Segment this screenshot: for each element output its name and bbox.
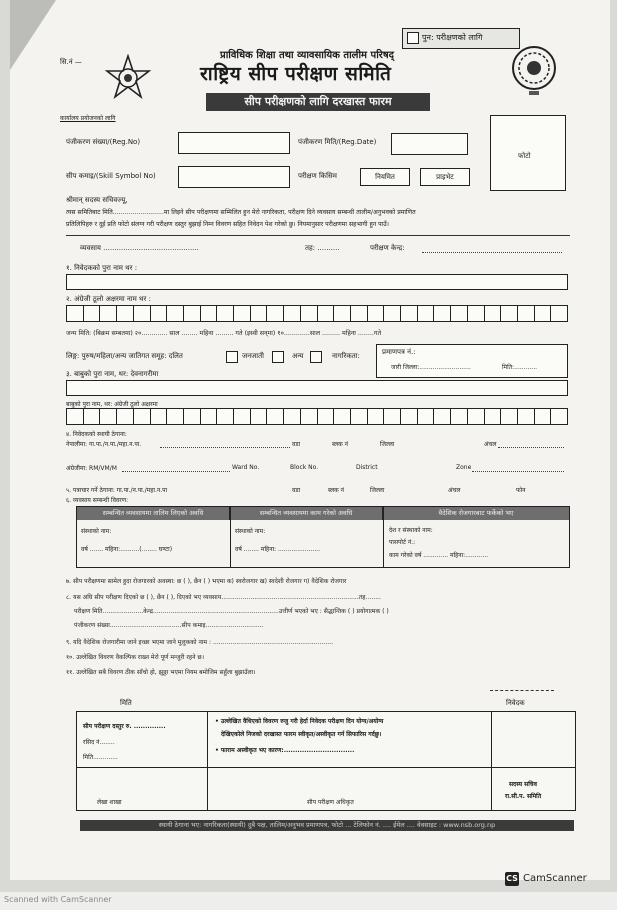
employment-question: ७. सीप परीक्षणमा सामेल हुदा रोजगारको अवस्था: छ ( ), छैन ( ) भएमा क) स्वरोजगार ख) स्वदेशी रोजगार ग) वैदेशिक रोजगार — [66, 578, 347, 585]
reg-date-label: पंजीकरण मिति/(Reg.Date) — [298, 138, 377, 146]
form-title-banner: सीप परीक्षणको लागि दरखास्त फारम — [206, 93, 430, 111]
camscanner-logo: CS — [505, 872, 519, 886]
zone-line — [498, 447, 564, 448]
father-name-label: ३. बाबुको पुरा नाम, थर: देवनागरीमा — [66, 370, 159, 378]
accounts-section-label: लेखा शाखा — [97, 799, 122, 806]
form-page — [10, 0, 610, 880]
exam-fee-label: सीप परीक्षण दस्तुर रु. .............. — [83, 723, 166, 730]
photo-box[interactable] — [490, 115, 566, 191]
member-secretary-label: सदस्य सचिव — [509, 781, 537, 788]
column-divider — [383, 507, 384, 567]
verification-line-2: देखिएकोले निजको दरखास्त फारम स्वीकृत/अस्वीकृत गर्न सिफारिस गर्दछु। — [221, 731, 382, 738]
address-english-line — [122, 471, 230, 472]
father-name-english-cells[interactable] — [66, 408, 568, 425]
previous-exam-details: परीक्षण मिति.....................केन्द्र.................................................................उत्तीर्ण भएको भए : सैद्धान्तिक ( ) प्रयोगात्मक ( ) — [74, 608, 389, 615]
center-line — [422, 252, 562, 253]
level-label: तह: .......... — [305, 244, 340, 252]
occupation-label: व्यवसाय ........................................... — [80, 244, 199, 252]
office-use-label: कार्यालय प्रयोजनको लागि — [60, 115, 116, 122]
skill-symbol-label: सीप कमाइ/(Skill Symbol No) — [66, 172, 156, 180]
center-label: परीक्षण केन्द्र: — [370, 244, 405, 252]
column-divider — [230, 507, 231, 567]
ward-en-label: Ward No. — [232, 464, 260, 471]
verification-line-1: • उल्लेखित वैधिएको विवरण रुजु गरी हेर्दा निवेदक परीक्षण दिन योग्य/अयोग्य — [215, 718, 384, 725]
office-date-label: मिति............. — [83, 754, 118, 761]
issue-date-label: मिति:............ — [502, 364, 538, 371]
janajati-label: जनजाती — [242, 352, 264, 360]
english-name-cells[interactable] — [66, 305, 568, 322]
nepal-emblem-icon — [104, 54, 152, 104]
reg-date-field[interactable] — [391, 133, 468, 155]
janajati-checkbox[interactable] — [272, 351, 284, 363]
declaration-statement: ११. उल्लेखित सबै विवरण ठीक साँचो हो, झुठ्ठा भएमा नियम बमोजिम सहुँला बुझाउँला। — [66, 669, 256, 676]
office-row-divider — [77, 767, 575, 768]
office-col-divider — [491, 712, 492, 810]
occupation-table — [76, 506, 570, 568]
intro-line-2: प्रतिलिपिहरु र दुई प्रति फोटो संलग्न गरी परीक्षण दस्तुर बुझाई निम्न विवरण सहित निवेदन पेश गरेको छु। नियमानुसार परीक्षणमा सहभागी हुन पाउँ। — [66, 221, 390, 228]
zone-en-label: Zone — [456, 464, 472, 471]
father-name-english-label: बाबुको पुरा नाम, थर: अंग्रेजी ठूलो अक्षरमा — [66, 401, 158, 408]
divider — [66, 235, 570, 236]
foreign-employment-question: ९. यदि वैदेशिक रोजगारीमा जाने इच्छा भएमा जाने मुलुकको नाम : .............................................................. — [66, 639, 334, 646]
office-use-box — [76, 711, 576, 811]
scanner-strip — [0, 892, 617, 910]
applicant-name-label: १. निवेदकको पुरा नाम थर : — [66, 264, 138, 272]
reexam-box — [402, 28, 520, 49]
training-org-label: संस्थाको नाम: — [81, 528, 112, 535]
mailing-address-label: ५. पत्राचार गर्ने ठेगाना: गा.पा./न.पा./महा.न.पा — [66, 487, 168, 494]
consent-statement: १०. उल्लेखित विवरण वैकल्पिक राख्न मेरो पूर्ण मन्जुरी रहने छ। — [66, 654, 205, 661]
footer-bar: स्थायी ठेगाना भए: नागरिकता(स्थायी) दुबै पक्ष, तालिम/अनुभव प्रमाणपत्र, फोटो ... टेलिफोन नं. .... ईमेल .... वेवसाइट : www.nsb.org.np — [80, 820, 574, 831]
office-col-divider — [207, 712, 208, 810]
rejection-reason-label: • फाराम अस्वीकृत भए कारण:............................... — [215, 747, 355, 754]
foreign-header: वैदेशिक रोजगारबाट फर्केको भए — [383, 507, 569, 520]
citizenship-label: नागरिकता: — [332, 352, 360, 360]
block-en-label: Block No. — [290, 464, 319, 471]
photo-label: फोटो — [518, 152, 531, 160]
reg-no-field[interactable] — [178, 132, 290, 154]
address-line — [160, 447, 290, 448]
foreign-duration-label: काम गरेको वर्ष ............. महिना:............ — [389, 552, 489, 559]
cert-no-label: प्रमाणपत्र नं.: — [382, 348, 416, 356]
committee-title: राष्ट्रिय सीप परीक्षण समिति — [200, 63, 392, 85]
other-caste-label: अन्य — [292, 352, 304, 360]
work-duration-label: वर्ष ........ महिना: ...................... — [235, 546, 320, 553]
work-org-label: संस्थाको नाम: — [235, 528, 266, 535]
mailing-zone-label: अंचल — [448, 487, 461, 494]
exam-type-label: परीक्षण किसिम — [298, 172, 337, 180]
mailing-district-label: जिल्ला — [370, 487, 385, 494]
citizenship-box[interactable] — [376, 344, 568, 378]
issue-district-label: जारी जिल्ला:........................... — [391, 364, 471, 371]
block-label: ब्लक नं — [332, 441, 348, 448]
english-name-label: २. अंग्रेजी ठूलो अक्षरमा नाम थर : — [66, 295, 151, 303]
applicant-label: निवेदक — [506, 699, 525, 707]
skill-symbol-field[interactable] — [178, 166, 290, 188]
committee-abbrev-label: रा.सी.प. समिति — [505, 793, 542, 800]
camscanner-name: CamScanner — [523, 873, 587, 884]
zone-label: अंचल — [484, 441, 497, 448]
dalit-checkbox[interactable] — [226, 351, 238, 363]
exam-officer-label: सीप परीक्षण अधिकृत — [307, 799, 354, 806]
district-en-label: District — [356, 464, 378, 471]
receipt-no-label: रसिद नं........ — [83, 739, 115, 746]
occupation-details-label: ६. व्यवसाय सम्बन्धी विवरण: — [66, 497, 129, 504]
scanned-with-label: Scanned with CamScanner — [4, 895, 112, 904]
ward-label: वडा — [292, 441, 301, 448]
address-nepali-label: नेपालीमा: गा.पा./न.पा./महा.न.पा. — [66, 441, 142, 448]
mailing-block-label: ब्लक नं — [328, 487, 344, 494]
applicant-name-field[interactable] — [66, 274, 568, 290]
council-subtitle: प्राविधिक शिक्षा तथा व्यावसायिक तालीम परिषद् — [220, 50, 394, 61]
dob-label: जन्म मिति: (बिक्रम सम्बतमा) २०............. साल ........ महिना ......... गते (इस्वी सन्‌मा) १०.............साल ......... महिना ........गते — [66, 330, 382, 337]
folded-corner — [10, 0, 56, 70]
training-duration-label: वर्ष ....... महिना:..........(........ घण्टा) — [81, 546, 173, 553]
private-option[interactable]: प्राइभेट — [420, 168, 470, 186]
work-header: सम्बन्धित व्यवसायमा काम गरेको अवधि — [230, 507, 383, 520]
other-caste-checkbox[interactable] — [310, 351, 322, 363]
previous-exam-question: ८. यस अघि सीप परीक्षण दिएको छ ( ), छैन ( ), दिएको भए व्यवसाय.......................................................................तह........ — [66, 594, 381, 601]
date-label: मिति — [120, 699, 132, 707]
address-english-label: अंग्रेजीमा: RM/VM/M — [66, 465, 117, 472]
previous-reg-details: पंजीकरण संख्या.....................................सीप कमाइ.............................. — [74, 622, 264, 629]
reexam-checkbox[interactable] — [407, 32, 419, 44]
reexam-label: पुन: परीक्षणको लागि — [422, 33, 483, 42]
applicant-signature-line — [490, 690, 554, 691]
mailing-ward-label: वडा — [292, 487, 301, 494]
serial-number-label: सि.नं — — [60, 58, 82, 66]
district-label: जिल्ला — [380, 441, 395, 448]
zone-en-line — [472, 471, 564, 472]
foreign-country-label: देश र संस्थाको नाम: — [389, 527, 433, 534]
gender-label: लिङ्ग: पुरुष/महिला/अन्य जातिगत समूह: दलित — [66, 352, 183, 360]
phone-label: फोन — [516, 487, 526, 494]
regular-option[interactable]: नियमित — [360, 168, 410, 186]
father-name-field[interactable] — [66, 380, 568, 396]
ctevt-logo-icon — [510, 44, 558, 98]
reg-no-label: पंजीकरण संख्या/(Reg.No) — [66, 138, 141, 146]
training-header: सम्बन्धित व्यवसायमा तालिम लिएको अवधि — [77, 507, 230, 520]
permanent-address-label: ४. निवेदकको स्थायी ठेगाना: — [66, 431, 127, 438]
intro-line-1: त्यस समितिबाट मिति..........................मा लिइने सीप परीक्षणमा सम्मिलित हुन मेरो नागरिकता, परीक्षण दिने व्यवसाय सम्बन्धी तालीम/अनुभवको प्रमाणित — [66, 209, 416, 216]
passport-label: पासपोर्ट नं.: — [389, 539, 416, 546]
salutation: श्रीमान् सदस्य सचिवज्यू, — [66, 196, 128, 204]
